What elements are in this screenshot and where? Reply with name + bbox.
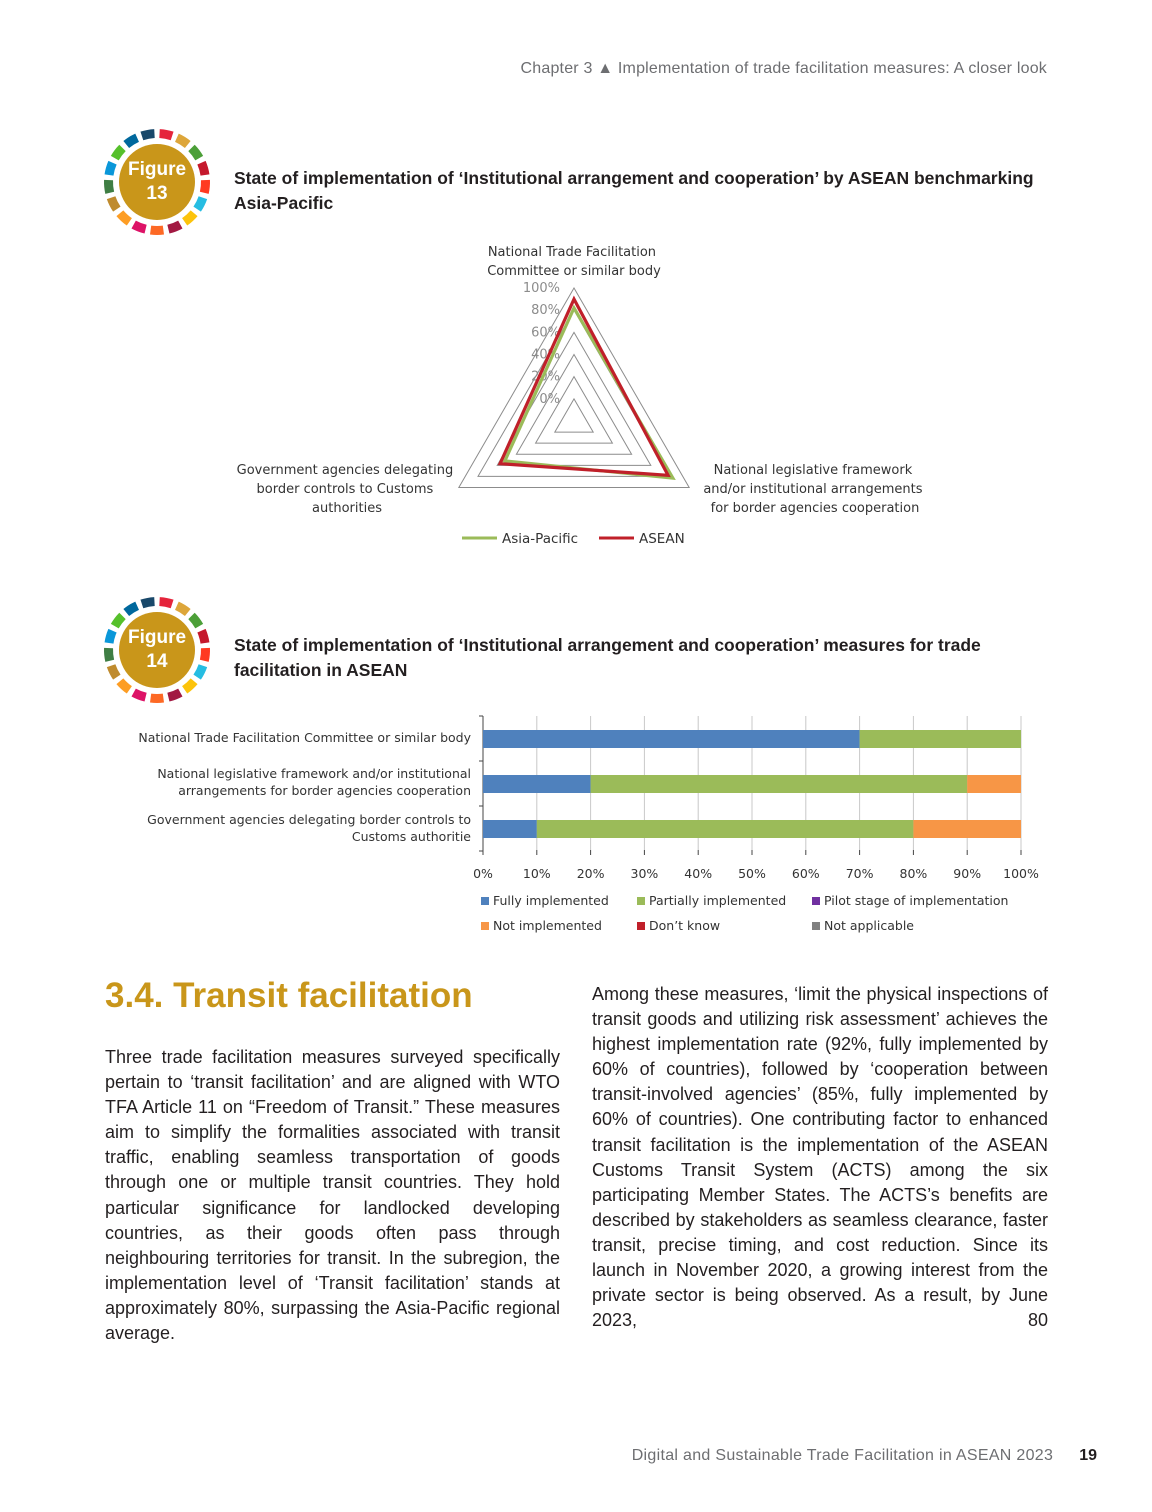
figure-badge-number: 13 — [146, 183, 168, 204]
svg-text:10%: 10% — [522, 866, 551, 881]
legend-item-not-applicable: Not applicable — [812, 918, 914, 933]
svg-text:60%: 60% — [531, 325, 560, 341]
bar-row — [483, 775, 1021, 793]
bar-segment — [537, 820, 914, 838]
running-head: Chapter 3 ▲ Implementation of trade facilitation measures: A closer look — [520, 60, 1047, 77]
legend-item-dont-know: Don’t know — [637, 918, 720, 933]
svg-text:70%: 70% — [845, 866, 874, 881]
legend-label-asean: ASEAN — [639, 531, 685, 547]
legend-swatch — [637, 922, 645, 930]
svg-text:60%: 60% — [791, 866, 820, 881]
svg-text:20%: 20% — [576, 866, 605, 881]
body-paragraph-left: Three trade facilitation measures surveyed specifically pertain to ‘transit facilitation’ and are aligned with WTO TFA Article 11 on “Freedom of Transit.” These measures aim to simplify the formalities associated with transit traffic, enabling seamless transportation of goods through one or multiple transit countries. They hold particular significance for landlocked developing countries, as their goods often pass through neighbouring territories for transit. In the subregion, the implementation level of ‘Transit facilitation’ stands at approximately 80%, surpassing the Asia-Pacific regional average. — [105, 1047, 560, 1344]
bar-category-label: National Trade Facilitation Committee or similar body — [138, 730, 471, 745]
legend-swatch — [812, 922, 820, 930]
svg-text:0%: 0% — [539, 391, 560, 407]
page-footer — [632, 1447, 1097, 1465]
radar-axis-label-right: National legislative framework and/or institutional arrangements for border agencies cooperation — [703, 463, 923, 516]
section-heading: 3.4. Transit facilitation — [105, 976, 473, 1015]
radar-chart — [0, 230, 1152, 560]
svg-text:100%: 100% — [1003, 866, 1039, 881]
svg-text:50%: 50% — [738, 866, 766, 881]
svg-text:40%: 40% — [531, 347, 560, 363]
svg-text:40%: 40% — [684, 866, 713, 881]
figure-14-title: State of implementation of ‘Institutional arrangement and cooperation’ measures for trade facilitation in ASEAN — [234, 635, 981, 680]
bar-segment — [483, 820, 537, 838]
figure-badge-number: 14 — [146, 651, 168, 672]
radar-grid — [459, 288, 689, 488]
svg-text:20%: 20% — [531, 369, 560, 385]
bar-rows — [483, 730, 1021, 838]
svg-text:100%: 100% — [522, 281, 560, 296]
radar-legend — [462, 531, 685, 547]
legend-swatch — [481, 897, 489, 905]
bar-category-label: Government agencies delegating border controls to Customs authoritie — [147, 812, 471, 844]
legend-item-partially-implemented: Partially implemented — [637, 893, 786, 908]
legend-swatch — [812, 897, 820, 905]
bar-segment — [591, 775, 968, 793]
bar-row — [483, 730, 1021, 748]
bar-segment — [483, 730, 860, 748]
bar-category-label: National legislative framework and/or institutional arrangements for border agencies cooperation — [157, 766, 471, 798]
legend-item-not-implemented: Not implemented — [481, 918, 602, 933]
radar-axis-label-left: Government agencies delegating border controls to Customs authorities — [236, 463, 454, 516]
bar-segment — [913, 820, 1021, 838]
bar-segment — [860, 730, 1021, 748]
page-number: 19 — [1079, 1447, 1097, 1464]
legend-swatch — [637, 897, 645, 905]
bar-row — [483, 820, 1021, 838]
bar-segment — [483, 775, 591, 793]
svg-text:30%: 30% — [630, 866, 659, 881]
figure-13-title: State of implementation of ‘Institutional arrangement and cooperation’ by ASEAN benchmarking Asia-Pacific — [234, 168, 1034, 213]
radar-series — [500, 299, 673, 478]
figure-13-badge — [103, 128, 211, 236]
figure-badge-word: Figure — [127, 159, 187, 180]
body-paragraph-right: Among these measures, ‘limit the physical inspections of transit goods and utilizing risk assessment’ achieves the highest implementation rate (92%, fully implemented by 60% of countries), followed by ‘cooperation between transit-involved agencies’ (85%, fully implemented by 60% of countries). One contributing factor to enhanced transit facilitation is the implementation of the ASEAN Customs Transit System (ACTS) among the six participating Member States. The ACTS’s benefits are described by stakeholders as seamless clearance, faster transit, precise timing, and cost reduction. Since its launch in November 2020, a growing interest from the private sector is being observed. As a result, by June 2023, 80 — [592, 984, 1048, 1331]
bar-x-tick-labels — [473, 866, 1039, 881]
legend-swatch — [481, 922, 489, 930]
svg-text:80%: 80% — [899, 866, 928, 881]
legend-label-asia-pacific: Asia-Pacific — [502, 531, 579, 547]
radar-axis-label-top: National Trade Facilitation Committee or similar body — [487, 245, 661, 279]
figure-14-badge — [103, 596, 211, 704]
publication-title: Digital and Sustainable Trade Facilitation in ASEAN 2023 — [631, 1447, 1054, 1464]
legend-item-pilot-stage: Pilot stage of implementation — [812, 893, 1008, 908]
svg-text:80%: 80% — [531, 303, 560, 319]
svg-text:0%: 0% — [473, 866, 493, 881]
svg-text:90%: 90% — [953, 866, 982, 881]
figure-badge-word: Figure — [127, 627, 187, 648]
bar-segment — [967, 775, 1021, 793]
legend-item-fully-implemented: Fully implemented — [481, 893, 609, 908]
stacked-bar-chart — [470, 710, 1050, 890]
